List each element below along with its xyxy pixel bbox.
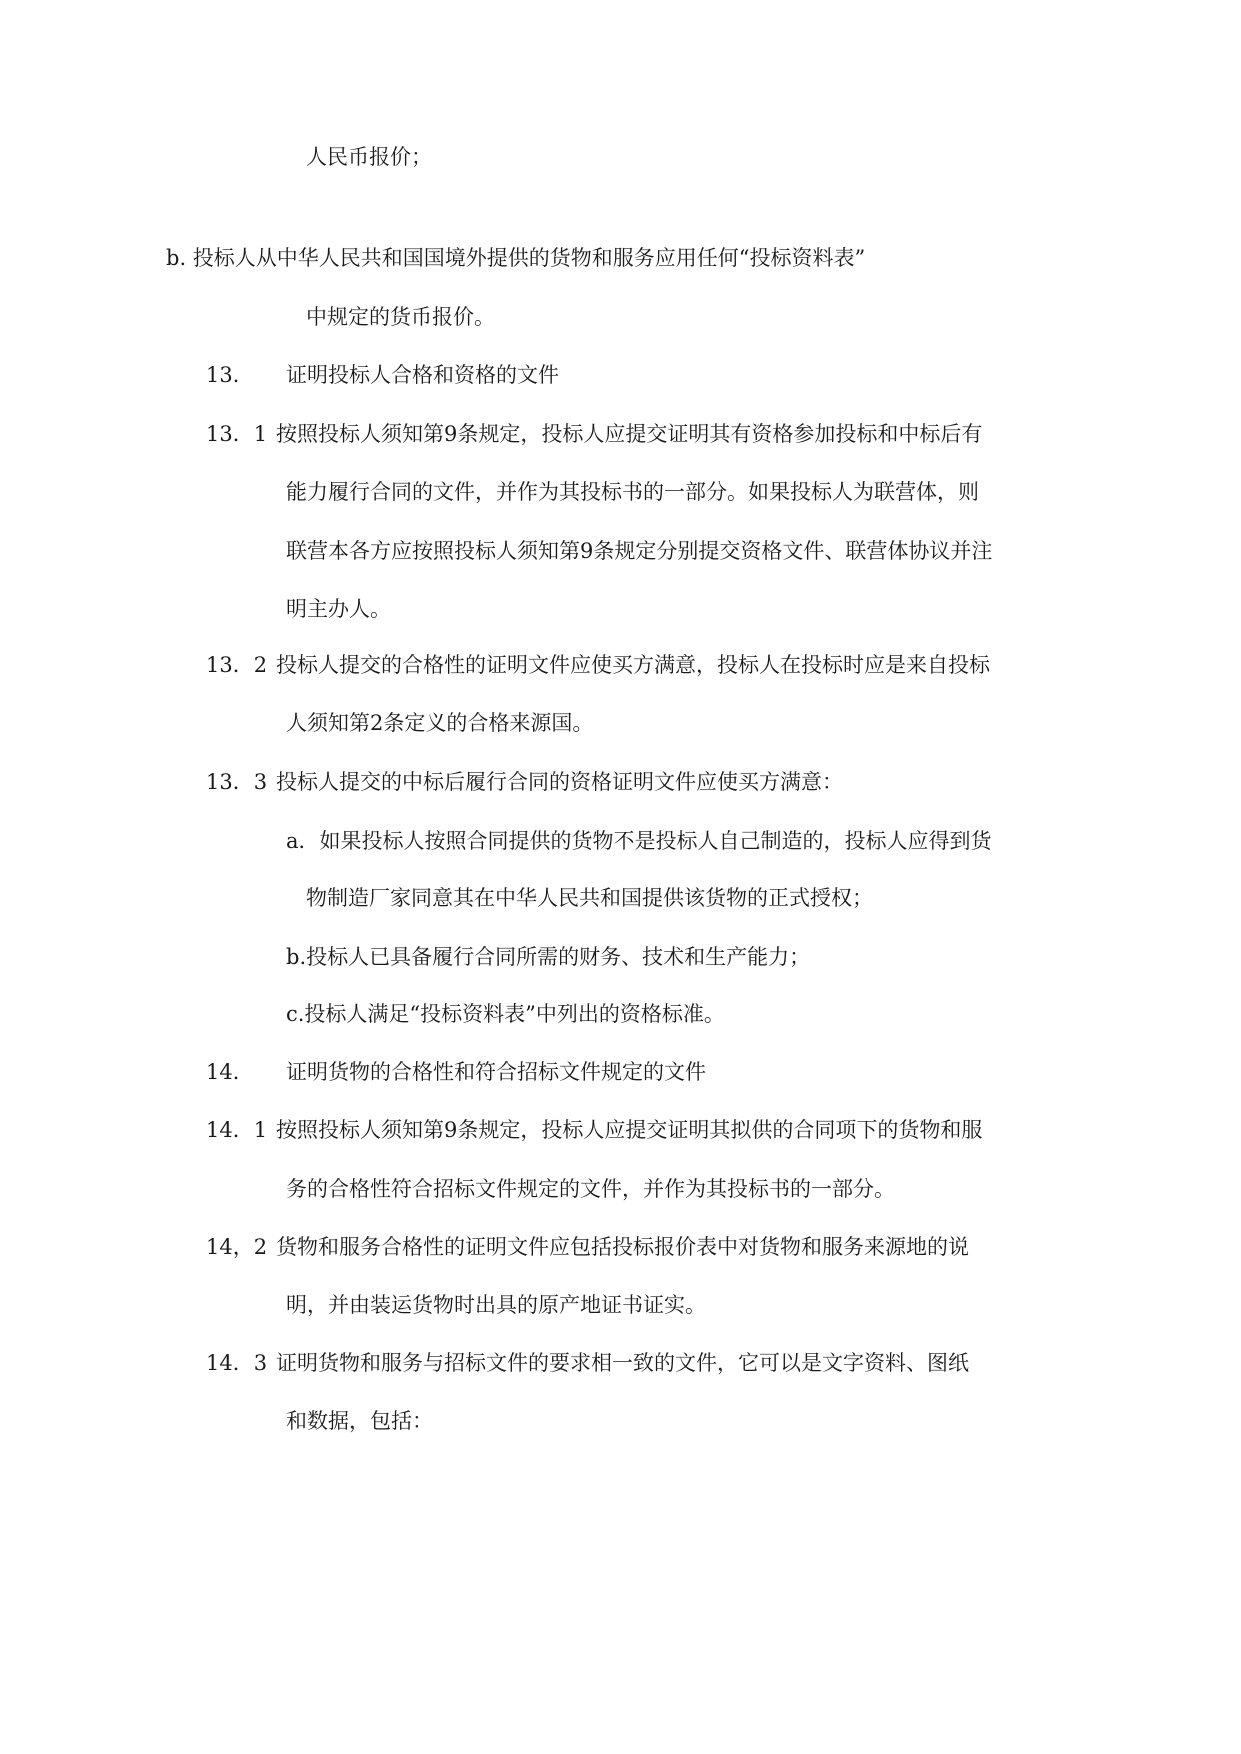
text-line: 明主办人。: [286, 597, 391, 621]
section-title: 证明货物的合格性和符合招标文件规定的文件: [286, 1060, 706, 1084]
text-line: 能力履行合同的文件，并作为其投标书的一部分。如果投标人为联营体，则: [286, 480, 979, 504]
text-line: 证明货物和服务与招标文件的要求相一致的文件，它可以是文字资料、图纸: [276, 1351, 969, 1375]
text-line: 中规定的货币报价。: [306, 305, 495, 329]
clause-number: 13．1: [206, 422, 268, 446]
text-line: 人须知第2条定义的合格来源国。: [286, 711, 594, 735]
list-item-c: c.投标人满足“投标资料表”中列出的资格标准。: [286, 1002, 725, 1026]
text-line: 务的合格性符合招标文件规定的文件，并作为其投标书的一部分。: [286, 1177, 895, 1201]
clause-number: 14．1: [206, 1118, 268, 1142]
text-line: 人民币报价；: [306, 145, 432, 169]
list-item-a: a．如果投标人按照合同提供的货物不是投标人自己制造的，投标人应得到货: [286, 829, 992, 853]
clause-number: 13．3: [206, 770, 268, 794]
text-line: 明，并由装运货物时出具的原产地证书证实。: [286, 1293, 706, 1317]
text-line: 物制造厂家同意其在中华人民共和国提供该货物的正式授权；: [306, 886, 873, 910]
clause-number: 14，2: [206, 1235, 268, 1259]
section-number: 14．: [206, 1060, 254, 1084]
text-line: 按照投标人须知第9条规定，投标人应提交证明其拟供的合同项下的货物和服: [276, 1118, 983, 1142]
list-item-b: b. 投标人从中华人民共和国国境外提供的货物和服务应用任何“投标资料表”: [166, 246, 866, 270]
clause-number: 13．2: [206, 653, 268, 677]
clause-number: 14．3: [206, 1351, 268, 1375]
text-line: 联营本各方应按照投标人须知第9条规定分别提交资格文件、联营体协议并注: [286, 539, 993, 563]
section-number: 13．: [206, 363, 254, 387]
text-line: 货物和服务合格性的证明文件应包括投标报价表中对货物和服务来源地的说: [276, 1235, 969, 1259]
text-line: 和数据，包括：: [286, 1409, 433, 1433]
text-line: 投标人提交的中标后履行合同的资格证明文件应使买方满意：: [276, 770, 843, 794]
text-line: 投标人提交的合格性的证明文件应使买方满意，投标人在投标时应是来自投标: [276, 653, 990, 677]
text-line: 按照投标人须知第9条规定，投标人应提交证明其有资格参加投标和中标后有: [276, 422, 983, 446]
section-title: 证明投标人合格和资格的文件: [286, 363, 559, 387]
list-item-b: b.投标人已具备履行合同所需的财务、技术和生产能力；: [286, 945, 811, 969]
